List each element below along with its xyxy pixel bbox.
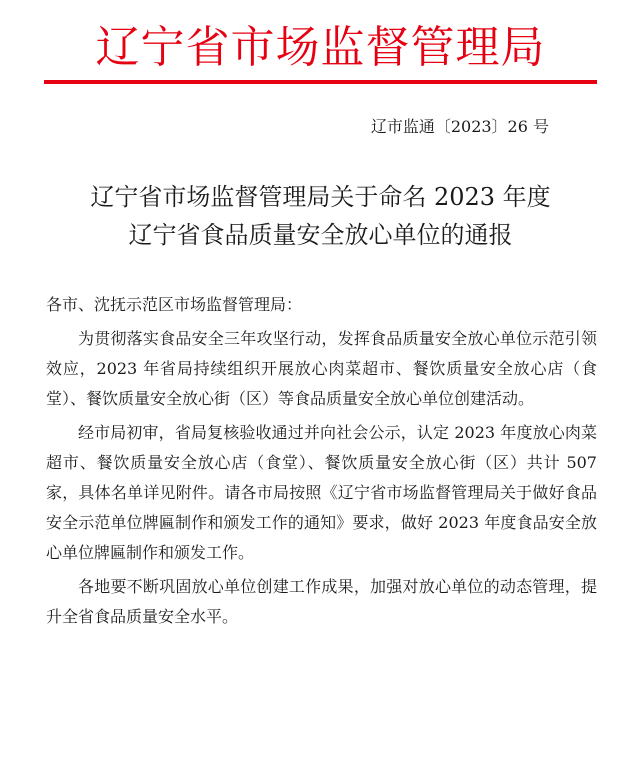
notice-title-line-2: 辽宁省食品质量安全放心单位的通报	[128, 221, 513, 249]
body-paragraph-2: 经市局初审，省局复核验收通过并向社会公示，认定 2023 年度放心肉菜超市、餐饮质量安全放心店（食堂）、餐饮质量安全放心街（区）共计 507 家，具体名单详见附件。请各市局按照《辽宁省市场监督管理局关于做好食品安全示范单位牌匾制作和颁发工作的通知》要求，做好 2023 年度食品安全放心单位牌匾制作和颁发工作。	[46, 423, 597, 562]
notice-title	[0, 178, 641, 254]
body-paragraph-1: 为贯彻落实食品安全三年攻坚行动，发挥食品质量安全放心单位示范引领效应，2023 年省局持续组织开展放心肉菜超市、餐饮质量安全放心店（食堂）、餐饮质量安全放心街（区）等食品质量安全放心单位创建活动。	[46, 329, 597, 408]
notice-body	[46, 290, 597, 632]
agency-header-title: 辽宁省市场监督管理局	[95, 22, 546, 73]
salutation: 各市、沈抚示范区市场监督管理局：	[46, 295, 303, 314]
body-paragraph-3: 各地要不断巩固放心单位创建工作成果，加强对放心单位的动态管理，提升全省食品质量安全水平。	[46, 577, 597, 626]
notice-title-line-1: 辽宁省市场监督管理局关于命名 2023 年度	[90, 183, 551, 211]
header-red-rule	[44, 80, 597, 84]
document-number: 辽市监通〔2023〕26 号	[370, 117, 549, 136]
